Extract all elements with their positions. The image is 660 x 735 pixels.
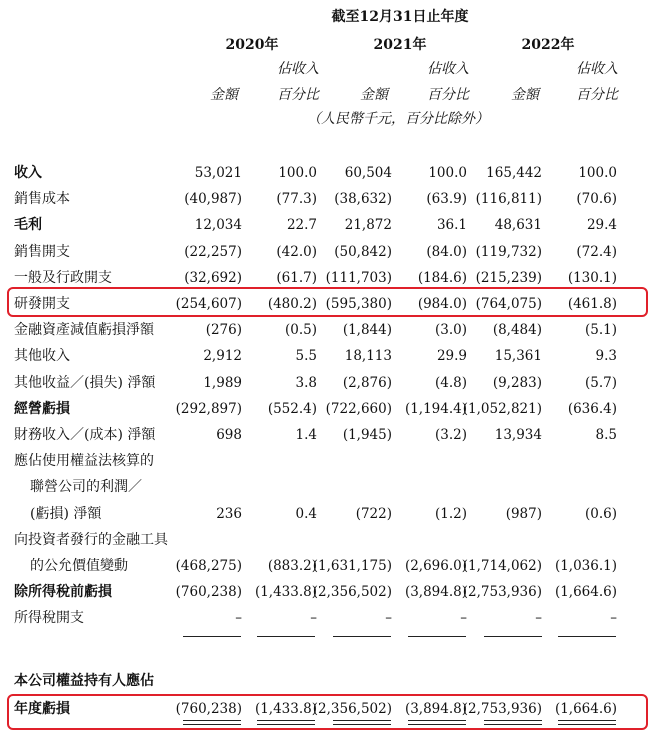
cell-2020-amount: 1,989 <box>203 374 242 391</box>
cell-2021-pct: (84.0) <box>426 243 467 260</box>
rd-expense-highlight <box>7 287 648 317</box>
cell-2020-amount: (292,897) <box>175 400 242 417</box>
cell-2022-pct: – <box>610 610 617 627</box>
subtotal-rule <box>484 636 542 637</box>
table-row <box>0 448 660 474</box>
cell-2022-amount: 165,442 <box>486 165 542 181</box>
amount-header-2020: 金額 <box>210 87 238 103</box>
row-label: 收入 <box>14 165 42 181</box>
cell-2020-pct: 22.7 <box>286 217 317 234</box>
row-label: 聯營公司的利潤／ <box>30 479 142 496</box>
subtotal-rule <box>183 636 241 637</box>
cell-2022-pct: (461.8) <box>567 296 617 312</box>
table-row <box>0 527 660 553</box>
cell-2021-amount: 18,113 <box>344 348 392 365</box>
table-row <box>0 422 660 448</box>
table-row <box>0 605 660 631</box>
cell-2020-pct: – <box>310 610 317 627</box>
cell-2022-amount: (116,811) <box>475 191 542 208</box>
cell-2022-amount: (1,714,062) <box>462 558 542 574</box>
table-row <box>0 160 660 186</box>
cell-2021-amount: 21,872 <box>344 217 392 234</box>
subtotal-rule <box>558 636 616 637</box>
cell-2022-amount: (1,052,821) <box>462 400 542 417</box>
cell-2020-amount: 12,034 <box>194 217 242 234</box>
cell-2020-pct: (552.4) <box>267 400 317 417</box>
cell-2022-amount: 48,631 <box>494 217 542 234</box>
row-label: 其他收入 <box>14 348 70 365</box>
cell-2022-amount: (8,484) <box>492 322 542 339</box>
cell-2020-pct: 5.5 <box>295 348 317 365</box>
year-2020: 2020年 <box>225 37 279 53</box>
row-label: 經營虧損 <box>14 400 70 417</box>
cell-2020-amount: (40,987) <box>184 191 242 208</box>
cell-2021-amount: 60,504 <box>344 165 392 181</box>
cell-2021-amount: (1,631,175) <box>312 558 392 574</box>
cell-2022-pct: 29.4 <box>586 217 617 234</box>
cell-2020-amount: 236 <box>216 505 242 522</box>
cell-2021-pct: (2,696.0) <box>404 558 467 574</box>
cell-2021-amount: (722) <box>355 505 392 522</box>
cell-2022-pct: (1,036.1) <box>554 558 617 574</box>
attributable-heading: 本公司權益持有人應佔 <box>14 673 154 689</box>
cell-2020-pct: (42.0) <box>276 243 317 260</box>
cell-2020-pct: 3.8 <box>295 374 317 391</box>
row-label: 除所得稅前虧損 <box>14 584 112 601</box>
pct-header-bottom-2020: 百分比 <box>277 87 319 103</box>
annual-loss-label: 年度虧損 <box>14 701 70 717</box>
year-2022: 2022年 <box>521 37 575 53</box>
row-label: 的公允價值變動 <box>30 558 128 574</box>
cell-2022-amount: 13,934 <box>494 427 542 443</box>
cell-2021-pct: 29.9 <box>436 348 467 365</box>
annual-loss-2021-pct: (3,894.8) <box>404 701 467 717</box>
cell-2021-amount: (722,660) <box>325 400 392 417</box>
cell-2022-pct: (636.4) <box>567 400 617 417</box>
cell-2022-pct: (72.4) <box>576 243 617 260</box>
cell-2020-pct: 1.4 <box>295 427 317 443</box>
cell-2020-amount: 698 <box>216 427 242 443</box>
cell-2021-amount: (2,356,502) <box>312 584 392 601</box>
cell-2021-pct: (3.2) <box>434 427 467 443</box>
subtotal-rule <box>333 636 391 637</box>
table-row <box>0 239 660 265</box>
table-row <box>0 317 660 343</box>
cell-2020-amount: (22,257) <box>184 243 242 260</box>
year-2021: 2021年 <box>373 37 427 53</box>
annual-loss-2021-amount: (2,356,502) <box>312 701 392 717</box>
cell-2022-pct: (1,664.6) <box>554 584 617 601</box>
cell-2020-pct: 100.0 <box>278 165 317 181</box>
annual-loss-highlight <box>7 694 648 730</box>
cell-2020-amount: 53,021 <box>194 165 242 181</box>
cell-2020-pct: (480.2) <box>267 296 317 312</box>
pct-header-bottom-2021: 百分比 <box>427 87 469 103</box>
cell-2021-pct: – <box>460 610 467 627</box>
annual-loss-2022-pct: (1,664.6) <box>554 701 617 717</box>
cell-2022-amount: (2,753,936) <box>462 584 542 601</box>
row-label: 其他收益／(損失) 淨額 <box>14 374 156 391</box>
cell-2022-pct: (130.1) <box>567 269 617 286</box>
cell-2021-pct: (3.0) <box>434 322 467 339</box>
cell-2020-pct: 0.4 <box>295 505 317 522</box>
table-row <box>0 343 660 369</box>
cell-2020-amount: 2,912 <box>203 348 242 365</box>
cell-2020-pct: (77.3) <box>276 191 317 208</box>
cell-2021-amount: (111,703) <box>325 269 392 286</box>
cell-2021-pct: (3,894.8) <box>404 584 467 601</box>
cell-2021-amount: – <box>385 610 392 627</box>
cell-2022-amount: (9,283) <box>492 374 542 391</box>
pct-header-top-2021: 佔收入 <box>427 61 469 77</box>
row-label: 財務收入／(成本) 淨額 <box>14 427 156 443</box>
cell-2020-pct: (1,433.8) <box>254 584 317 601</box>
cell-2021-amount: (595,380) <box>325 296 392 312</box>
amount-header-2022: 金額 <box>511 87 539 103</box>
cell-2022-amount: (987) <box>505 505 542 522</box>
annual-loss-2020-pct: (1,433.8) <box>254 701 317 717</box>
cell-2021-amount: (2,876) <box>342 374 392 391</box>
cell-2022-pct: 9.3 <box>595 348 617 365</box>
table-row <box>0 370 660 396</box>
cell-2020-amount: (468,275) <box>175 558 242 574</box>
table-row <box>0 212 660 238</box>
cell-2021-pct: (184.6) <box>417 269 467 286</box>
cell-2021-amount: (1,945) <box>342 427 392 443</box>
cell-2020-amount: (32,692) <box>184 269 242 286</box>
table-row <box>0 396 660 422</box>
cell-2022-pct: (5.1) <box>584 322 617 339</box>
table-row <box>0 553 660 579</box>
period-heading: 截至12月31日止年度 <box>331 9 469 25</box>
cell-2021-pct: (63.9) <box>426 191 467 208</box>
cell-2021-amount: (38,632) <box>334 191 392 208</box>
cell-2022-amount: 15,361 <box>494 348 542 365</box>
pct-header-bottom-2022: 百分比 <box>576 87 618 103</box>
cell-2020-pct: (883.2) <box>267 558 317 574</box>
cell-2021-pct: (1,194.4) <box>404 400 467 417</box>
row-label: 所得稅開支 <box>14 610 84 627</box>
cell-2020-amount: – <box>235 610 242 627</box>
pct-header-top-2020: 佔收入 <box>277 61 319 77</box>
amount-header-2021: 金額 <box>360 87 388 103</box>
table-row <box>0 579 660 605</box>
pct-header-top-2022: 佔收入 <box>576 61 618 77</box>
row-label: 銷售開支 <box>14 243 70 260</box>
row-label: 銷售成本 <box>14 191 70 208</box>
cell-2020-amount: (760,238) <box>175 584 242 601</box>
attributable-heading-row <box>0 668 660 694</box>
cell-2022-pct: (5.7) <box>584 374 617 391</box>
cell-2021-pct: (4.8) <box>434 374 467 391</box>
row-label: 一般及行政開支 <box>14 269 112 286</box>
row-label: 研發開支 <box>14 296 70 312</box>
cell-2021-pct: (984.0) <box>417 296 467 312</box>
annual-loss-2020-amount: (760,238) <box>175 701 242 717</box>
cell-2022-pct: 100.0 <box>578 165 617 181</box>
cell-2022-amount: (215,239) <box>475 269 542 286</box>
cell-2021-amount: (50,842) <box>334 243 392 260</box>
row-label: 應佔使用權益法核算的 <box>14 453 154 470</box>
row-label: 金融資產減值虧損淨額 <box>14 322 154 339</box>
cell-2022-amount: – <box>535 610 542 627</box>
cell-2022-pct: 8.5 <box>595 427 617 443</box>
table-row <box>0 501 660 527</box>
row-label: 毛利 <box>14 217 42 234</box>
unit-note: （人民幣千元，百分比除外） <box>307 111 489 127</box>
cell-2022-amount: (764,075) <box>475 296 542 312</box>
subtotal-rule <box>408 636 466 637</box>
cell-2020-amount: (276) <box>205 322 242 339</box>
cell-2022-amount: (119,732) <box>475 243 542 260</box>
cell-2020-pct: (61.7) <box>276 269 317 286</box>
row-label: 向投資者發行的金融工具 <box>14 531 168 548</box>
table-row <box>0 474 660 500</box>
cell-2021-pct: (1.2) <box>434 505 467 522</box>
cell-2021-pct: 36.1 <box>436 217 467 234</box>
subtotal-rule <box>257 636 315 637</box>
cell-2021-amount: (1,844) <box>342 322 392 339</box>
cell-2020-amount: (254,607) <box>175 296 242 312</box>
cell-2022-pct: (70.6) <box>576 191 617 208</box>
table-row <box>0 186 660 212</box>
annual-loss-2022-amount: (2,753,936) <box>462 701 542 717</box>
cell-2021-pct: 100.0 <box>428 165 467 181</box>
cell-2022-pct: (0.6) <box>584 505 617 522</box>
cell-2020-pct: (0.5) <box>284 322 317 339</box>
row-label: (虧損) 淨額 <box>30 505 102 522</box>
